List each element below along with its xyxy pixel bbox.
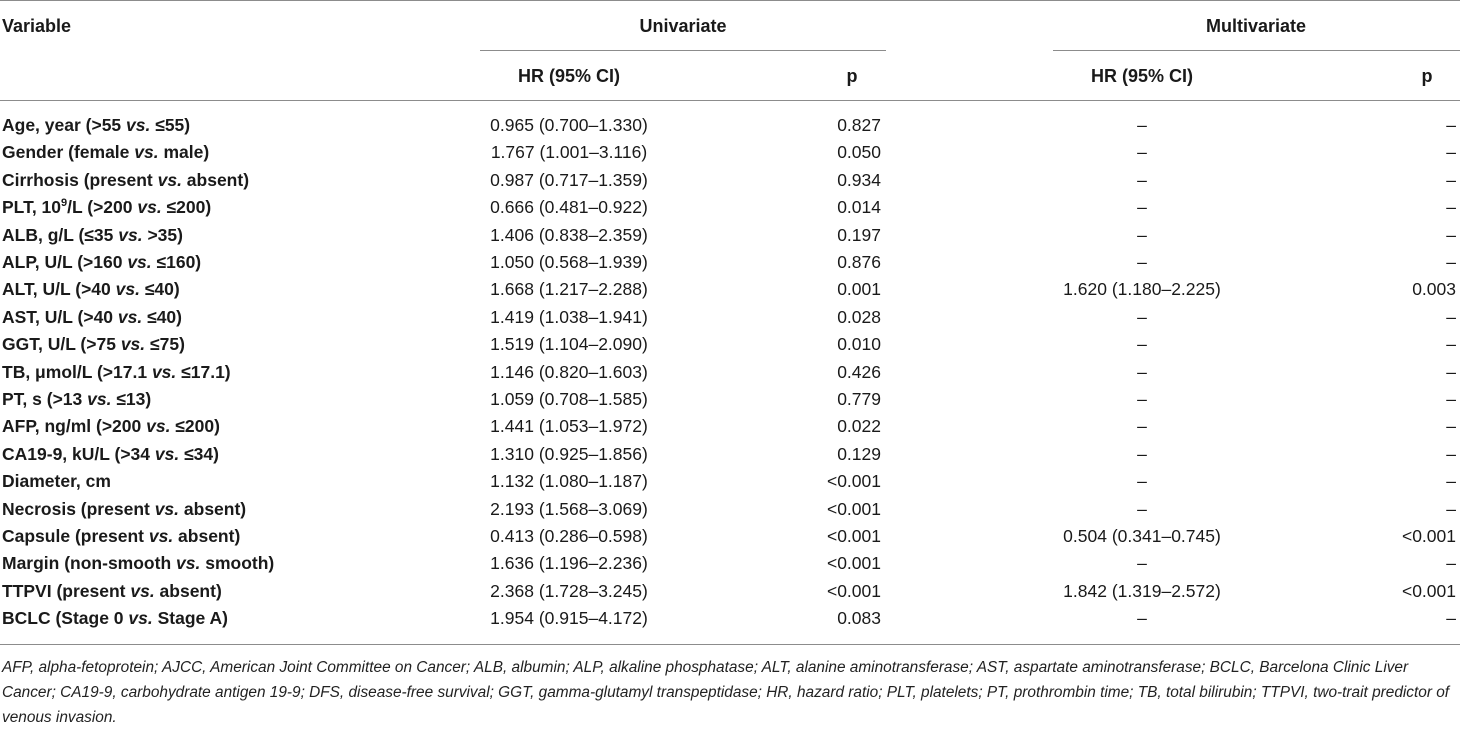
uni-p-cell: 0.083 [837,608,881,628]
multi-hr-cell: – [1137,170,1147,190]
variable-comparison: ≤55) [150,115,191,135]
table-top-rule [0,0,1460,1]
variable-comparison: ≤200) [170,416,220,436]
variable-label: ALP, U/L (>160 [2,252,128,272]
vs-italic: vs. [130,581,155,601]
uni-hr-cell: 1.954 (0.915–4.172) [490,608,648,628]
uni-hr-cell: 1.767 (1.001–3.116) [490,142,648,162]
header-multi-hr: HR (95% CI) [1090,66,1194,86]
row-variable [2,279,180,300]
uni-hr-cell: 0.965 (0.700–1.330) [490,115,648,135]
multi-p-cell: – [1446,608,1456,628]
variable-label: Gender (female [2,142,135,162]
variable-label: Capsule (present [2,526,149,546]
multi-hr-cell: – [1137,142,1147,162]
multi-p-cell: – [1446,553,1456,573]
uni-p-cell: 0.426 [837,362,881,382]
header-univariate: Univariate [639,16,727,36]
row-variable [2,115,190,136]
multi-hr-cell: 0.504 (0.341–0.745) [1063,526,1221,546]
variable-label: ALT, U/L (>40 [2,279,116,299]
uni-hr-cell: 0.666 (0.481–0.922) [490,197,648,217]
variable-comparison: ≤13) [111,389,152,409]
multi-p-cell: – [1446,170,1456,190]
uni-hr-cell: 1.519 (1.104–2.090) [490,334,648,354]
variable-label-cont: /L (>200 [67,197,138,217]
multi-hr-cell: – [1137,197,1147,217]
multi-p-cell: – [1446,389,1456,409]
multi-hr-cell: – [1137,444,1147,464]
multi-p-cell: – [1446,471,1456,491]
row-variable [2,252,201,273]
row-variable [2,362,231,383]
multi-hr-cell: – [1137,307,1147,327]
uni-p-cell: <0.001 [826,526,881,546]
row-variable [2,444,219,465]
uni-p-cell: 0.876 [837,252,881,272]
variable-comparison: ≤160) [151,252,202,272]
multi-hr-cell: – [1137,553,1147,573]
row-variable [2,142,209,163]
uni-hr-cell: 1.059 (0.708–1.585) [490,389,648,409]
vs-italic: vs. [154,499,180,519]
uni-p-cell: <0.001 [826,499,881,519]
uni-p-cell: 0.001 [837,279,881,299]
variable-label: TTPVI (present [2,581,131,601]
vs-italic: vs. [128,608,153,628]
table-footnote: AFP, alpha-fetoprotein; AJCC, American Joint Committee on Cancer; ALB, albumin; ALP, alkaline phosphatase; ALT, alanine aminotransferase; AST, aspartate aminotransferase; BCLC, Barcelona Clinic Liver Cancer; CA19-9, carbohydrate antigen 19-9; DFS, disease-free survival; GGT, gamma-glutamyl transpeptidase; HR, hazard ratio; PLT, platelets; PT, prothrombin time; TB, total bilirubin; TTPVI, two-trait predictor of venous invasion. [2,659,1450,726]
variable-superscript: 9 [61,197,68,210]
row-variable [2,170,249,191]
variable-comparison: ≤17.1) [176,362,231,382]
uni-hr-cell: 2.193 (1.568–3.069) [490,499,648,519]
vs-italic: vs. [127,252,152,272]
multi-p-cell: – [1446,307,1456,327]
row-variable [2,499,246,520]
uni-hr-cell: 1.310 (0.925–1.856) [490,444,648,464]
variable-label: Necrosis (present [2,499,155,519]
row-variable [2,225,183,246]
variable-label: BCLC (Stage 0 [2,608,129,628]
row-variable [2,526,240,547]
header-uni-p: p [846,66,858,86]
uni-p-cell: 0.827 [837,115,881,135]
multi-p-cell: – [1446,499,1456,519]
uni-p-cell: 0.028 [837,307,881,327]
uni-p-cell: 0.934 [837,170,881,190]
vs-italic: vs. [134,142,159,162]
vs-italic: vs. [157,170,182,190]
uni-p-cell: 0.197 [837,225,881,245]
variable-comparison: ≤75) [145,334,185,354]
uni-p-cell: 0.129 [837,444,881,464]
vs-italic: vs. [115,279,140,299]
variable-label: AST, U/L (>40 [2,307,118,327]
multi-p-cell: – [1446,225,1456,245]
variable-comparison: smooth) [200,553,275,573]
univariate-underline [480,50,886,51]
multi-hr-cell: – [1137,608,1147,628]
variable-label: GGT, U/L (>75 [2,334,121,354]
variable-comparison: absent) [179,499,247,519]
multi-hr-cell: 1.620 (1.180–2.225) [1063,279,1221,299]
row-variable [2,307,182,328]
variable-label: PLT, 10 [2,197,62,217]
multi-hr-cell: – [1137,389,1147,409]
vs-italic: vs. [154,444,180,464]
multi-hr-cell: – [1137,115,1147,135]
row-variable [2,553,274,574]
variable-label: CA19-9, kU/L (>34 [2,444,155,464]
uni-hr-cell: 1.146 (0.820–1.603) [490,362,648,382]
uni-p-cell: 0.050 [837,142,881,162]
header-variable: Variable [2,16,72,36]
row-variable [2,416,220,437]
uni-hr-cell: 1.441 (1.053–1.972) [490,416,648,436]
row-variable [2,197,211,218]
uni-hr-cell: 0.987 (0.717–1.359) [490,170,648,190]
multi-p-cell: – [1446,252,1456,272]
multi-hr-cell: – [1137,225,1147,245]
variable-label: TB, μmol/L (>17.1 [2,362,152,382]
header-uni-hr: HR (95% CI) [517,66,621,86]
multi-hr-cell: 1.842 (1.319–2.572) [1063,581,1221,601]
uni-p-cell: 0.779 [837,389,881,409]
uni-p-cell: <0.001 [826,471,881,491]
variable-label: PT, s (>13 [2,389,88,409]
multi-p-cell: <0.001 [1401,581,1456,601]
uni-p-cell: <0.001 [826,581,881,601]
uni-hr-cell: 1.406 (0.838–2.359) [490,225,648,245]
variable-comparison: ≤40) [139,279,180,299]
multi-hr-cell: – [1137,499,1147,519]
vs-italic: vs. [117,307,143,327]
multi-p-cell: – [1446,362,1456,382]
uni-p-cell: <0.001 [826,553,881,573]
vs-italic: vs. [176,553,201,573]
variable-comparison: absent) [154,581,222,601]
variable-comparison: >35) [142,225,183,245]
row-variable [2,581,222,602]
variable-comparison: ≤34) [179,444,219,464]
variable-comparison: male) [158,142,210,162]
header-multi-p: p [1421,66,1433,86]
multi-p-cell: – [1446,444,1456,464]
variable-label: AFP, ng/ml (>200 [2,416,147,436]
multi-p-cell: – [1446,197,1456,217]
variable-label: Cirrhosis (present [2,170,158,190]
uni-p-cell: 0.014 [837,197,881,217]
vs-italic: vs. [126,115,151,135]
multi-hr-cell: – [1137,362,1147,382]
vs-italic: vs. [146,416,171,436]
multi-hr-cell: – [1137,416,1147,436]
variable-comparison: ≤200) [161,197,212,217]
uni-hr-cell: 2.368 (1.728–3.245) [490,581,648,601]
row-variable [2,334,185,355]
vs-italic: vs. [120,334,146,354]
variable-comparison: absent) [173,526,241,546]
uni-p-cell: 0.010 [837,334,881,354]
variable-label: ALB, g/L (≤35 [2,225,119,245]
multi-p-cell: – [1446,416,1456,436]
variable-label: Margin (non-smooth [2,553,177,573]
uni-hr-cell: 1.636 (1.196–2.236) [490,553,648,573]
vs-italic: vs. [118,225,143,245]
vs-italic: vs. [151,362,177,382]
multi-p-cell: 0.003 [1412,279,1456,299]
variable-label: Age, year (>55 [2,115,127,135]
variable-comparison: ≤40) [142,307,182,327]
multi-p-cell: – [1446,115,1456,135]
multi-p-cell: <0.001 [1401,526,1456,546]
row-variable [2,389,151,410]
multi-p-cell: – [1446,142,1456,162]
variable-comparison: Stage A) [152,608,228,628]
multivariate-underline [1053,50,1460,51]
uni-hr-cell: 1.668 (1.217–2.288) [490,279,648,299]
multi-hr-cell: – [1137,252,1147,272]
multi-hr-cell: – [1137,471,1147,491]
multi-hr-cell: – [1137,334,1147,354]
row-variable [2,471,111,492]
vs-italic: vs. [148,526,174,546]
header-multivariate: Multivariate [1205,16,1307,36]
variable-label: Diameter, cm [2,471,111,491]
vs-italic: vs. [87,389,112,409]
table-bottom-rule [0,644,1460,645]
uni-hr-cell: 1.419 (1.038–1.941) [490,307,648,327]
header-bottom-rule [0,100,1460,101]
vs-italic: vs. [137,197,162,217]
uni-hr-cell: 1.132 (1.080–1.187) [490,471,648,491]
uni-p-cell: 0.022 [837,416,881,436]
row-variable [2,608,228,629]
variable-comparison: absent) [181,170,250,190]
uni-hr-cell: 0.413 (0.286–0.598) [490,526,648,546]
uni-hr-cell: 1.050 (0.568–1.939) [490,252,648,272]
multi-p-cell: – [1446,334,1456,354]
